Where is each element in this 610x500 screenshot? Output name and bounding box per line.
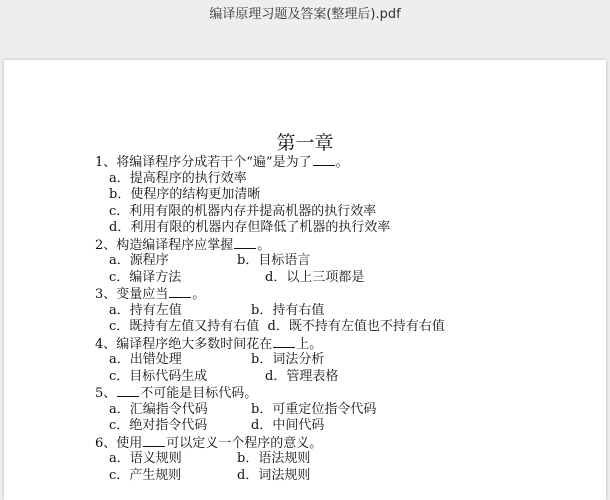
option: d．利用有限的机器内存但降低了机器的执行效率 xyxy=(109,220,391,235)
chapter-title: 第一章 xyxy=(276,132,334,154)
document-title: 编译原理习题及答案(整理后).pdf xyxy=(209,7,401,22)
question-text: 6、使用 xyxy=(95,435,143,451)
option: d．既不持有左值也不持有右值 xyxy=(267,319,445,334)
answer-blank xyxy=(143,435,165,447)
question-5 xyxy=(95,385,445,402)
answer-blank xyxy=(234,237,256,249)
question-text: 3、变量应当 xyxy=(95,287,169,302)
option: a．源程序 xyxy=(109,253,169,268)
question-4 xyxy=(95,336,445,353)
option-row xyxy=(95,303,445,320)
question-text-end: 。 xyxy=(257,237,271,253)
option: d．词法规则 xyxy=(237,467,311,483)
option: c．目标代码生成 xyxy=(109,368,208,384)
question-text: 4、编译程序绝大多数时间花在 xyxy=(95,336,273,352)
question-text: 1、将编译程序分成若干个“遍”是为了 xyxy=(95,155,312,170)
answer-blank xyxy=(313,154,335,166)
option: b．可重定位指令代码 xyxy=(251,401,377,417)
question-list xyxy=(95,154,445,484)
question-text: 2、构造编译程序应掌握 xyxy=(95,237,234,253)
option-row xyxy=(95,253,445,270)
question-text-end: 上。 xyxy=(296,336,323,352)
option: a．汇编指令代码 xyxy=(109,401,208,417)
option: d．中间代码 xyxy=(251,418,325,433)
option-row xyxy=(95,270,445,287)
option-row xyxy=(95,451,445,468)
option-row xyxy=(95,468,445,485)
option: a．提高程序的执行效率 xyxy=(109,170,247,186)
option: c．利用有限的机器内存并提高机器的执行效率 xyxy=(109,203,377,219)
option: c．编译方法 xyxy=(109,269,182,285)
option-row xyxy=(95,369,445,386)
question-text-end: 。 xyxy=(335,155,349,170)
question-text: 5、 xyxy=(95,386,117,401)
question-text-end: 不可能是目标代码。 xyxy=(140,386,258,401)
answer-blank xyxy=(117,385,139,397)
pdf-page xyxy=(4,60,606,500)
option: d．以上三项都是 xyxy=(265,269,365,285)
option: a．出错处理 xyxy=(109,352,182,367)
question-text-end: 可以定义一个程序的意义。 xyxy=(166,435,323,451)
option-row xyxy=(95,418,445,435)
answer-blank xyxy=(273,336,295,348)
question-6 xyxy=(95,435,445,452)
option: c．绝对指令代码 xyxy=(109,418,208,433)
option: d．管理表格 xyxy=(265,368,339,384)
option: b．使程序的结构更加清晰 xyxy=(109,187,261,202)
option: c．既持有左值又持有右值 xyxy=(109,319,260,334)
question-2 xyxy=(95,237,445,254)
option: a．语义规则 xyxy=(109,451,182,466)
option-row xyxy=(95,402,445,419)
option-row xyxy=(95,319,445,336)
answer-blank xyxy=(169,286,191,298)
question-1 xyxy=(95,154,445,171)
option: b．持有右值 xyxy=(251,302,325,318)
option-row xyxy=(95,352,445,369)
option: a．持有左值 xyxy=(109,302,182,318)
question-3 xyxy=(95,286,445,303)
option: b．语法规则 xyxy=(237,451,311,466)
option: b．目标语言 xyxy=(237,253,311,268)
question-text-end: 。 xyxy=(192,287,206,302)
option: c．产生规则 xyxy=(109,467,182,483)
option: b．词法分析 xyxy=(251,352,325,367)
